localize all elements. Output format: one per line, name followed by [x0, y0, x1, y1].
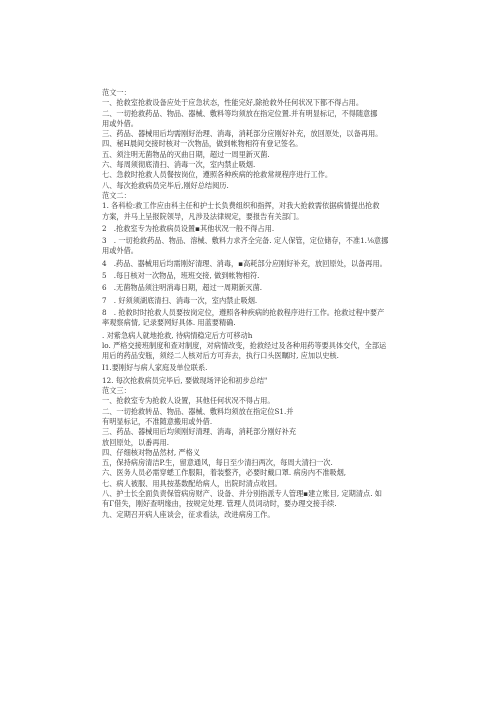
text-line: 4 .药品、器械用后均需刚好清理、消毒，▪高耗部分应刚好补充，放回原处，以备再用。 — [102, 258, 387, 268]
text-line: 五，保持病房清洁P.生，留意通风，每日至少清扫两次，每周大清扫一次. — [102, 458, 333, 468]
text-line: lo. 严格交接班制度和查对制度，对病情改变，抢救经过及各种用药等要具体交代，全部运 — [102, 340, 387, 350]
text-line: 有Γ借失，刚好查明缘由，按规定处理. 管理人员词动时，要办理交接手续. — [102, 499, 337, 509]
text-line: 用后的药品安瓶，须经二人核对后方可弃去，执行口头医瞩时, 应加以史核. — [102, 351, 339, 361]
text-line: 有明显标记，不准随意搬用或外借. — [102, 416, 213, 426]
text-line: 用或外借。 — [102, 246, 138, 256]
text-line: 六、医务人员必需穿蟋工作服阳，着装整齐，必要时戴口罩. 病房内不准吸烟, — [102, 468, 347, 478]
section-heading-3: 范文三： — [102, 386, 131, 396]
text-line: 八、护士长全面负责保管病房财产、设备、并分别指派专人管理▪建立账目, 定期清点. 如 — [102, 488, 382, 498]
text-line: 二、一切抢救转品、物品、器械、敷料均须放在指定位S1.并 — [102, 406, 294, 416]
text-line: 二、一切抢救药品、物品、器械、敷料等均须放在指定位置.并有明显标记，不得随意挪 — [102, 108, 378, 118]
text-line: 3 . 一切抢救药品、物品、溶械、敷料力求齐全完备. 定人保管，定位储存，不准1.⅛意挪 — [102, 236, 389, 246]
text-line: 放回原处，以番再用. — [102, 437, 169, 447]
text-line: 率观察病情, 记录要网好具体. 用蓝要精确. — [102, 318, 236, 328]
text-line: I1.要刚好与病人家庭及单位联系. — [102, 363, 208, 373]
text-line: 七、急救时抢救人员餐按岗位，遵照各种疾病的抢救常规程序进行工作。 — [102, 170, 333, 180]
text-line: 一、抢救室专为抢救人设置，其他任何状况不得占用。 — [102, 396, 275, 406]
text-line: 九、定期召开病人座谈会，征求看法，改进病房工作。 — [102, 509, 275, 519]
text-line: 三、药品、器械用后均需刚好治理、消毒，消耗部分应刚好补充，放回原处，以备再用。 — [102, 129, 383, 139]
text-line: 6 .无菌物品须注明消毒日期，超过一周期新灭菌. — [102, 283, 263, 293]
section-heading-1: 范文一： — [102, 88, 131, 97]
section-heading-2: 范文二： — [102, 190, 131, 200]
text-line: 用或外借。 — [102, 118, 138, 128]
text-line: 三、药品、器械用后均须刚好清理、消毒，消耗部分刚好补充 — [102, 427, 297, 437]
text-line: 四、仔细核对物品然材, 严格义 — [102, 447, 201, 457]
text-line: 六、每周须彻底清扫、消毒一次，室内禁止吸烟. — [102, 160, 256, 170]
text-line: 1. 各科检:救工作应由科主任和护士长负费组织和指挥，对我大抢救需依据病情提出抢救 — [102, 201, 380, 211]
text-line: 方案，并马上呈报院领导，凡涉及法律规定，要报告有关部门。 — [102, 211, 304, 221]
text-line: 五、须注明无菌物品的灭曲日期，超过一周里新灭菌. — [102, 149, 270, 159]
text-line: . 对紫急病人就地抢救, 待病情稳定后方可移动h — [102, 330, 253, 340]
text-line: 八、每次抢救病员完毕后,刚好总结阅历. — [102, 180, 229, 190]
text-line: 四、秘H晨间交接时核对一次物品，做到帐物相符有登记签名。 — [102, 139, 303, 149]
text-line: 12. 每次抢救病员完毕后, 要做现场评论和初步总结" — [102, 375, 268, 385]
text-line: 5 .每日核对一次物品，班班交接, 做到帐物相符. — [102, 271, 260, 281]
text-line: 一、抢救室抢救设备应处于应急状态，性能完好,除抢救外任何状况下都不得占用。 — [102, 98, 364, 108]
text-line: 8 . 抢救时时抢救人员要按岗定位，遵照各种疾病的抢救程序进行工作。抢救过程中要产 — [102, 307, 385, 317]
text-line: 七、病人被服、用具按基数配给病人，出院时清点收回。 — [102, 478, 282, 488]
text-line: 7 . 好须须湖底清扫、消毒一次，室内禁止吸烟. — [102, 295, 258, 305]
text-line: 2 .抢救室专为抢救病员设置▪其他状况一般不得占用. — [102, 223, 275, 233]
